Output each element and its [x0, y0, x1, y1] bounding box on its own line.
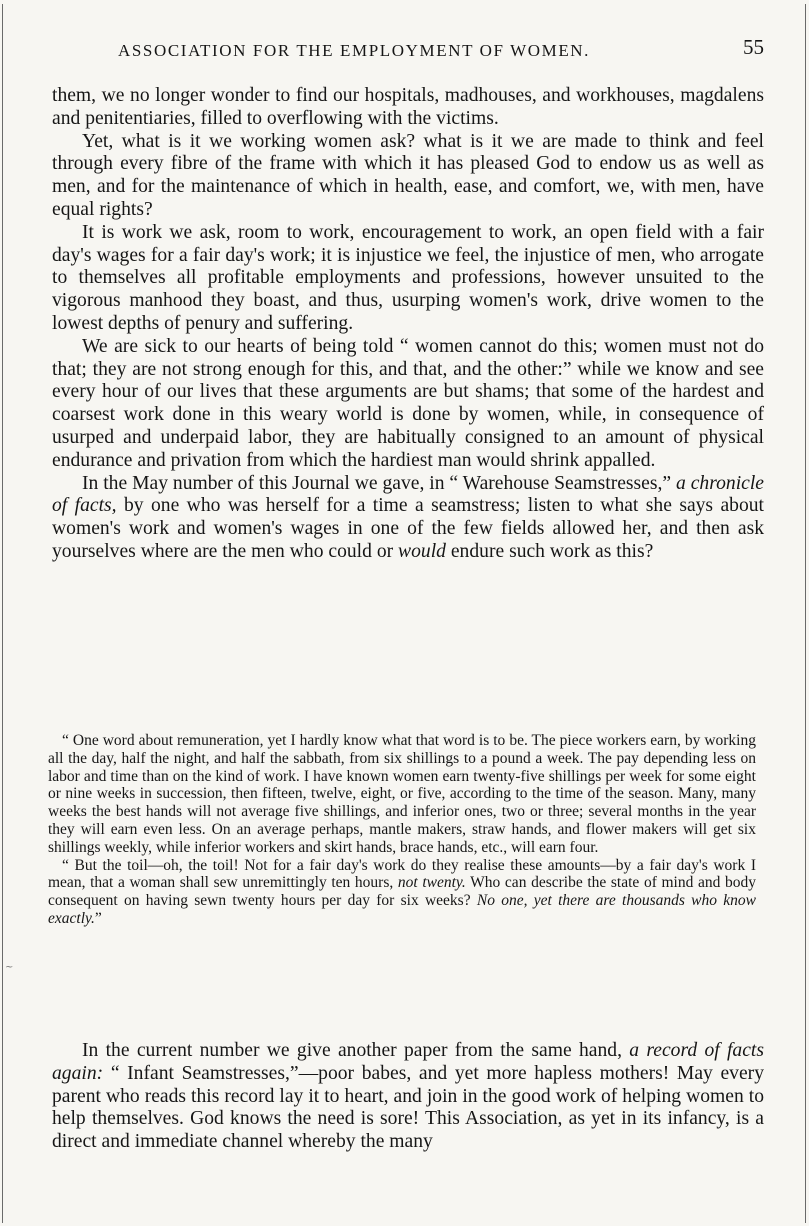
paragraph-5-italic-chronicle: a chronicle of facts, — [52, 472, 765, 517]
quote-2-text-c: Who can describe the state of mind and body consequent on having sewn twenty hours per day for six weeks? — [48, 874, 756, 910]
page-header — [118, 35, 768, 63]
closing-text-c: “ Infant Seamstresses,”—poor babes, and yet more hapless mothers! May every parent who reads this record lay it to heart, and join in the good work of helping women to help themselves. God knows the need is sore! This Association, as yet in its infancy, is a direct and immediate channel whereby the many — [52, 1062, 765, 1153]
paragraph-4: We are sick to our hearts of being told “ women cannot do this; women must not do that; they are not strong enough for this, and that, and the other:” while we know and see every hour of our lives that these arguments are but shams; that some of the hardest and coarsest work done in this weary world is done by women, while, in consequence of usurped and underpaid labor, they are habitually consigned to an amount of physical endurance and privation from which the hardiest man would shrink appalled. — [52, 335, 764, 471]
closing-italic-record: a record of facts again: — [52, 1040, 764, 1084]
quote-2-italic-not-twenty: not twenty. — [397, 874, 466, 892]
paragraph-5-text-a: In the May number of this Journal we gave, in “ Warehouse Seamstresses,” — [82, 472, 672, 494]
paragraph-5-italic-would: would — [398, 540, 446, 562]
closing-text-a: In the current number we give another paper from the same hand, — [82, 1040, 622, 1061]
paragraph-5 — [52, 473, 764, 564]
running-head: ASSOCIATION FOR THE EMPLOYMENT OF WOMEN. — [118, 41, 591, 60]
quote-paragraph-1: “ One word about remuneration, yet I hardly know what that word is to be. The piece workers earn, by working all the day, half the night, and half the sabbath, from six shillings to a pound a week. The pay depending less on labor and time than on the kind of work. I have known women earn twenty-five shillings per week for some eight or nine weeks in succession, then fifteen, twelve, eight, or five, according to the time of the season. Many, many weeks the best hands will not average five shillings, and inferior ones, two or three; several months in the year they will earn even less. On an average perhaps, mantle makers, straw hands, and flower makers will get six shillings weekly, while inferior workers and skirt hands, brace hands, etc., will earn four. — [48, 732, 756, 856]
paragraph-3: It is work we ask, room to work, encouragement to work, an open field with a fair day's wages for a fair day's work; it is injustice we feel, the injustice of men, who arrogate to themselves all profitable employments and professions, however unsuited to the vigorous manhood they boast, and thus, usurping women's work, drive women to the lowest depths of penury and suffering. — [52, 221, 764, 334]
paragraph-5-text-c: by one who was herself for a time a seamstress; listen to what she says about women's work and women's wages in one of the few fields allowed her, and then ask yourselves where are the men who could or — [52, 495, 765, 562]
quote-2-text-a: “ But the toil—oh, the toil! Not for a fair day's work do they realise these amounts—by a fair day's work I mean, that a woman shall sew unremittingly ten hours, — [48, 856, 756, 892]
paragraph-2: Yet, what is it we working women ask? what is it we are made to think and feel through every fibre of the frame with which it has pleased God to endow us as well as men, and for the maintenance of which in health, ease, and comfort, we, with men, have equal rights? — [52, 130, 764, 220]
margin-mark: ~ — [5, 962, 14, 973]
paragraph-5-text-e: endure such work as this? — [450, 540, 654, 562]
quote-paragraph-2 — [48, 857, 756, 928]
paragraph-1: them, we no longer wonder to find our hospitals, madhouses, and workhouses, magdalens and penitentiaries, filled to overflowing with the victims. — [52, 85, 764, 129]
body-text-lower — [52, 1040, 764, 1154]
quote-2-italic-no-one: No one, yet there are thousands who know exactly. — [48, 892, 756, 927]
block-quote — [48, 732, 756, 928]
page-number: 55 — [743, 35, 764, 59]
quote-2-close-quote: ” — [94, 909, 102, 927]
body-text-upper — [52, 85, 764, 564]
closing-paragraph — [52, 1040, 764, 1154]
